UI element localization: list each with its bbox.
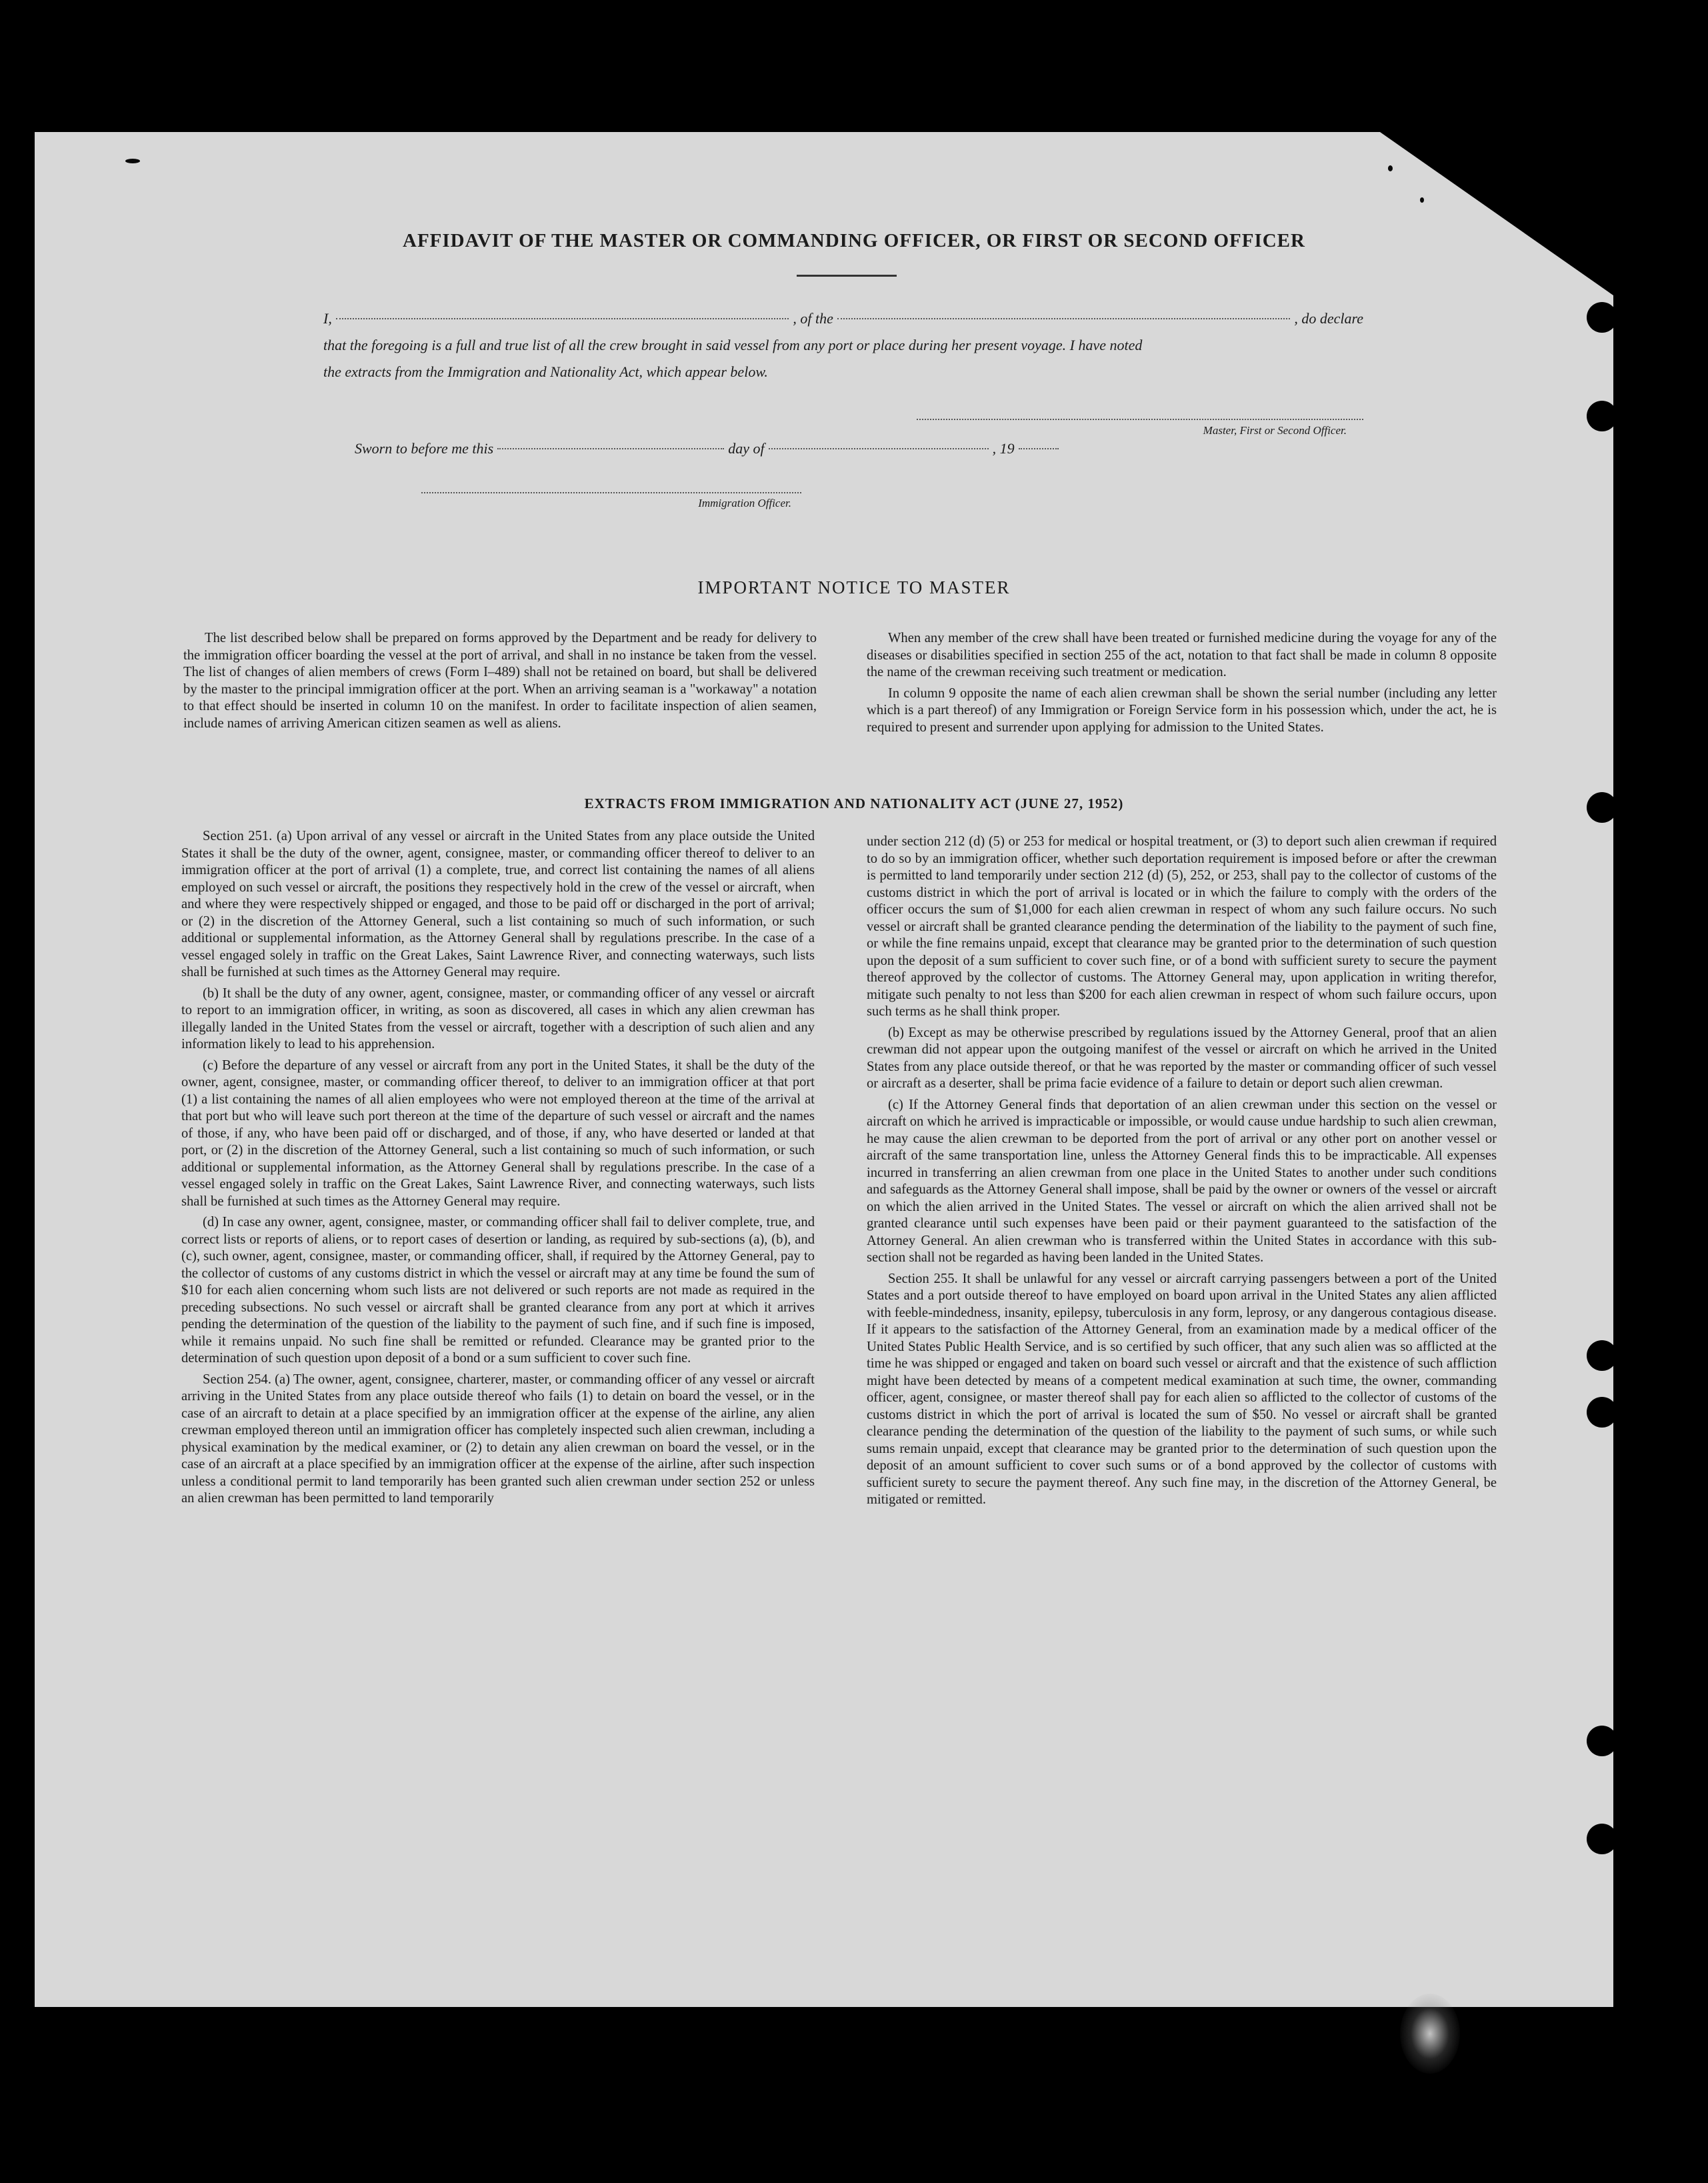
section-254b: (b) Except as may be otherwise prescribed by regulations issued by the Attorney General, proof that an alien crewman did not appear upon the outgoing manifest of the vessel or aircraft on which he arrived in the United States from any place outside thereof, or that he was reported by the master or commanding officer of such vessel or aircraft as a deserter, shall be prima facie evidence of a failure to detain or deport such alien crewman.: [867, 1025, 1497, 1091]
punch-hole: [1587, 401, 1617, 431]
section-254a: Section 254. (a) The owner, agent, consignee, charterer, master, or commanding officer of any vessel or aircraft arriving in the United States from any place outside thereof who fails (1) to detain on board the vessel, or in the case of an aircraft to detain at a place specified by an immigration officer at the expense of the airline, any alien crewman employed thereon until an immigration officer has completely inspected such alien crewman, including a physical examination by the medical examiner, or (2) to detain any alien crewman on board the vessel, or in the case of an aircraft at a place specified by an immigration officer at the expense of the airline, after such inspection unless a conditional permit to land temporarily has been granted such alien crewman under section 252 or unless an alien crewman has been permitted to land temporarily: [181, 1372, 815, 1506]
scan-speck: [1388, 165, 1393, 171]
punch-hole: [1587, 1397, 1617, 1428]
notice-paragraph: The list described below shall be prepared on forms approved by the Department and be ready for delivery to the immigration officer boarding the vessel at the port of arrival, and shall in no instance be taken from the vessel. The list of changes of alien members of crews (Form I–489) shall not be retained on board, but shall be delivered by the master to the principal immigration officer at the port. When an arriving seaman is a "workaway" a notation to that effect should be inserted in column 10 on the manifest. In order to facilitate inspection of alien seamen, include names of arriving American citizen seamen as well as aliens.: [183, 631, 817, 731]
punch-hole: [1587, 1824, 1617, 1854]
sworn-year-field[interactable]: [1019, 448, 1059, 449]
i-label: I,: [323, 310, 332, 327]
scan-speck: [1420, 197, 1424, 203]
notice-right-column: [867, 630, 1497, 740]
notice-paragraph: When any member of the crew shall have been treated or furnished medicine during the voyage for any of the diseases or disabilities specified in section 255 of the act, notation to that fact shall be made in column 8 opposite the name of the crewman receiving such treatment or medication.: [867, 631, 1497, 679]
section-255: Section 255. It shall be unlawful for any vessel or aircraft carrying passengers between a port of the United States and a port outside thereof to have employed on board upon arrival in the United States any alien afflicted with feeble-mindedness, insanity, epilepsy, tuberculosis in any form, leprosy, or any dangerous contagious disease. If it appears to the satisfaction of the Attorney General, from an examination made by a medical officer of the United States Public Health Service, and is so certified by such officer, that any such alien was so afflicted at the time he was shipped or engaged and taken on board such vessel or aircraft and that the existence of such affliction might have been detected by means of a competent medical examination at such time, the owner, commanding officer, agent, consignee, or master thereof shall pay for each alien so afflicted to the collector of customs of the customs district in which the port of arrival is located the sum of $50. No vessel or aircraft shall be granted clearance pending the determination of the question of the liability to the payment of such sums, or while such sums remain unpaid, except that clearance may be granted prior to the determination of such question upon the deposit of an amount sufficient to cover such sums or of a bond approved by the collector of customs with sufficient surety to secure the payment thereof. Any such fine may, in the discretion of the Attorney General, be mitigated or remitted.: [867, 1271, 1497, 1507]
extracts-left-column: [181, 828, 815, 1512]
affidavit-title: AFFIDAVIT OF THE MASTER OR COMMANDING OFFICER, OR FIRST OR SECOND OFFICER: [403, 230, 1305, 251]
sworn-label: Sworn to before me this: [355, 440, 494, 457]
do-declare-label: , do declare: [1294, 310, 1364, 327]
notice-title: IMPORTANT NOTICE TO MASTER: [697, 577, 1011, 597]
signature-field[interactable]: [917, 419, 1363, 420]
sworn-line: [355, 440, 1128, 457]
sworn-date-field[interactable]: [497, 448, 724, 449]
scan-speck: [125, 159, 140, 163]
declaration-block: [323, 305, 1363, 385]
name-field[interactable]: [336, 318, 789, 319]
immigration-officer-signature-field[interactable]: [421, 492, 801, 493]
section-254a-continued: under section 212 (d) (5) or 253 for medical or hospital treatment, or (3) to deport such alien crewman if required to do so by an immigration officer, whether such deportation requirement is imposed before or after the crewman is permitted to land temporarily under section 212 (d) (5), 252, or 253, shall pay to the collector of customs of the customs district in which the port of arrival is located or in which the failure to comply with the orders of the officer occurs the sum of $1,000 for each alien crewman in respect of whom any such failure occurs. No such vessel or aircraft shall be granted clearance pending the determination of the liability to the payment of such fine, or while the fine remains unpaid, except that clearance may be granted prior to the determination of such question upon the deposit of a sum sufficient to cover such fine, or of a bond with sufficient surety to secure the payment thereof approved by the collector of customs. The Attorney General may, upon application in writing therefor, mitigate such penalty to not less than $200 for each alien crewman in respect of whom such failure occurs, upon such terms as he shall think proper.: [867, 834, 1497, 1019]
vessel-field[interactable]: [837, 318, 1291, 319]
section-251d: (d) In case any owner, agent, consignee, master, or commanding officer shall fail to deliver complete, true, and correct lists or reports of aliens, or to report cases of desertion or landing, as required by sub-sections (a), (b), and (c), such owner, agent, consignee, master, or commanding officer, shall, if required by the Attorney General, pay to the collector of customs of any customs district in which the vessel or aircraft may at any time be found the sum of $10 for each alien concerning whom such lists are not delivered or such reports are not made as required in the preceding subsections. No such vessel or aircraft shall be granted clearance from any port at which it arrives pending the determination of the question of the liability to the payment of such fine, and if such fine is imposed, while it remains unpaid. No such fine shall be remitted or refunded. Clearance may be granted prior to the determination of such question upon deposit of a bond or a sum sufficient to cover such fine.: [181, 1215, 815, 1366]
sworn-month-field[interactable]: [769, 448, 989, 449]
declaration-line-1: [323, 305, 1363, 332]
extracts-title: EXTRACTS FROM IMMIGRATION AND NATIONALITY ACT (JUNE 27, 1952): [584, 795, 1124, 811]
section-251b: (b) It shall be the duty of any owner, agent, consignee, master, or commanding officer of any vessel or aircraft to report to an immigration officer, in writing, as soon as discovered, all cases in which any alien crewman has illegally landed in the United States from the vessel or aircraft, together with a description of such alien and any information likely to lead to his apprehension.: [181, 985, 815, 1051]
immigration-officer-label: Immigration Officer.: [698, 497, 791, 509]
section-254c: (c) If the Attorney General finds that deportation of an alien crewman under this section on the vessel or aircraft on which he arrived is impracticable or impossible, or would cause undue hardship to such alien crewman, he may cause the alien crewman to be deported from the port of arrival or any other port on another vessel or aircraft of the same transportation line, unless the Attorney General finds this to be impracticable. All expenses incurred in transferring an alien crewman from one place in the United States to another under such conditions and safeguards as the Attorney General shall impose, shall be paid by the owner or owners of the vessel or aircraft on which the alien arrived in the United States. The vessel or aircraft on which the alien arrived shall not be granted clearance until such expenses have been paid or their payment guaranteed to the satisfaction of the Attorney General. An alien crewman who is transferred within the United States in accordance with this sub-section shall not be regarded as having been landed in the United States.: [867, 1097, 1497, 1265]
section-251c: (c) Before the departure of any vessel or aircraft from any port in the United States, it shall be the duty of the owner, agent, consignee, master, or commanding officer thereof, to deliver to an immigration officer at that port (1) a list containing the names of all alien employees who were not employed thereon at the time of the arrival at that port but who will leave such port thereon at the time of the departure of such vessel or aircraft and the names of those, if any, who have been paid off or discharged, and of those, if any, who have deserted or landed at that port, or (2) in the discretion of the Attorney General, such a list containing so much of such information, or such additional or supplemental information, as the Attorney General shall by regulations prescribe. In the case of a vessel engaged solely in traffic on the Great Lakes, Saint Lawrence River, and connecting waterways, such lists shall be furnished at such times as the Attorney General may require.: [181, 1057, 815, 1209]
punch-hole: [1587, 1726, 1617, 1756]
declaration-line-3: the extracts from the Immigration and Nationality Act, which appear below.: [323, 363, 768, 380]
punch-hole: [1587, 302, 1617, 333]
notice-paragraph: In column 9 opposite the name of each alien crewman shall be shown the serial number (including any letter which is a part thereof) of any Immigration or Foreign Service form in his possession which, under the act, he is required to present and surrender upon applying for admission to the United States.: [867, 685, 1497, 735]
title-rule: [797, 275, 897, 277]
notice-left-column: [183, 630, 817, 736]
year-prefix-label: , 19: [992, 440, 1015, 457]
scan-glare: [1400, 1994, 1460, 2074]
punch-hole: [1587, 1340, 1617, 1371]
section-251a: Section 251. (a) Upon arrival of any vessel or aircraft in the United States from any place outside the United States it shall be the duty of the owner, agent, consignee, master, or commanding officer thereof to deliver to an immigration officer at the port of arrival (1) a complete, true, and correct list containing the names of all aliens employed on such vessel or aircraft, the positions they respectively hold in the crew of the vessel or aircraft, when and where they were respectively shipped or engaged, and those to be paid off or discharged in the port of arrival; or (2) in the discretion of the Attorney General, such a list containing so much of such information, or such additional or supplemental information, as the Attorney General shall by regulations prescribe. In the case of a vessel engaged solely in traffic on the Great Lakes, Saint Lawrence River, and connecting waterways, such lists shall be furnished at such times as the Attorney General may require.: [181, 829, 815, 979]
declaration-line-2: that the foregoing is a full and true list of all the crew brought in said vessel from any port or place during her present voyage. I have noted: [323, 337, 1143, 353]
signature-label: Master, First or Second Officer.: [1203, 424, 1347, 437]
day-of-label: day of: [728, 440, 765, 457]
of-the-label: , of the: [793, 310, 833, 327]
extracts-right-column: [867, 833, 1497, 1513]
